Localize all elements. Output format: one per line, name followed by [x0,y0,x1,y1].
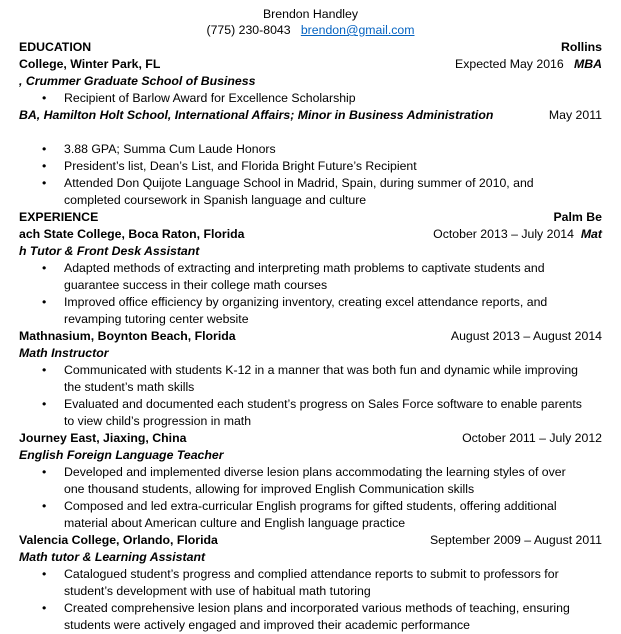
list-item: • Adapted methods of extracting and interpreting math problems to captivate students and [42,261,545,275]
education-school-location: College, Winter Park, FL [19,57,161,71]
bullet-icon: • [42,261,47,275]
list-item: • Communicated with students K-12 in a manner that was both fun and dynamic while improving [42,363,579,377]
list-item: • Recipient of Barlow Award for Excellence Scholarship [42,91,356,105]
bullet-icon: • [42,397,47,411]
list-item-continuation: guarantee success in their college math courses [64,278,328,292]
section-heading-experience: EXPERIENCE [19,210,99,224]
job-dates: August 2013 – August 2014 [450,329,602,343]
job-title: English Foreign Language Teacher [19,448,224,462]
bullet-icon: • [42,176,47,190]
job-header [19,328,602,345]
list-item-continuation: the student’s math skills [64,380,195,394]
list-item: • Composed and led extra-curricular English programs for gifted students, offering additional [42,499,557,513]
bullet-icon: • [42,363,47,377]
ba-degree: BA, Hamilton Holt School, International Affairs; Minor in Business Administration [19,108,494,122]
job-org: Journey East, Jiaxing, China [19,431,187,445]
bullet-icon: • [42,142,47,156]
job-org: Mathnasium, Boynton Beach, Florida [19,329,236,343]
resume-name: Brendon Handley [262,7,359,21]
education-graduate-school: , Crummer Graduate School of Business [19,74,256,88]
bullet-icon: • [42,499,47,513]
bullet-icon: • [42,295,47,309]
bullet-icon: • [42,465,47,479]
list-item-continuation: student’s development with use of habitual math tutoring [64,584,371,598]
list-item: • Evaluated and documented each student’s progress on Sales Force software to enable parents [42,397,582,411]
contact-line [0,22,621,39]
job-title: h Tutor & Front Desk Assistant [19,244,200,258]
education-ba-line [19,107,602,124]
list-item-continuation: one thousand students, allowing for improved English Communication skills [64,482,475,496]
list-item-continuation: material about American culture and English language practice [64,516,406,530]
list-item-continuation: revamping tutoring center website [64,312,249,326]
section-heading-education: EDUCATION [19,40,92,54]
list-item: • Created comprehensive lesion plans and incorporated various methods of teaching, ensuring [42,601,570,615]
education-mba-date-degree [455,56,602,73]
list-item-continuation: to view child’s progression in math [64,414,252,428]
job-header [19,532,602,549]
experience-heading-line [19,209,602,226]
job-dates: October 2013 – July 2014 Mat [433,227,602,241]
list-item: • Catalogued student’s progress and complied attendance reports to submit to professors for [42,567,559,581]
list-item: • President’s list, Dean’s List, and Florida Bright Future’s Recipient [42,159,417,173]
mba-date: Expected May 2016 [455,57,564,71]
list-item: • 3.88 GPA; Summa Cum Laude Honors [42,142,276,156]
education-school-start: Rollins [561,40,602,54]
bullet-icon: • [42,159,47,173]
list-item-continuation: students were actively engaged and improved their academic performance [64,618,471,632]
bullet-icon: • [42,567,47,581]
ba-date: May 2011 [548,108,602,122]
list-item: • Attended Don Quijote Language School in Madrid, Spain, during summer of 2010, and [42,176,534,190]
bullet-icon: • [42,91,47,105]
job-header [19,430,602,447]
list-item-continuation: completed coursework in Spanish language and culture [64,193,367,207]
mba-degree: MBA [573,57,602,71]
job-org: ach State College, Boca Raton, Florida [19,227,245,241]
education-school-line [19,56,602,73]
phone-number: (775) 230-8043 [206,23,291,37]
email-link[interactable]: brendon@gmail.com [300,23,415,37]
job-title: Math Instructor [19,346,109,360]
education-heading-line [19,39,602,56]
bullet-icon: • [42,601,47,615]
list-item: • Improved office efficiency by organizing inventory, creating excel attendance reports, and [42,295,548,309]
list-item: • Developed and implemented diverse lesion plans accommodating the learning styles of over [42,465,566,479]
job-header [19,226,602,243]
job-title: Math tutor & Learning Assistant [19,550,206,564]
job-dates: October 2011 – July 2012 [462,431,602,445]
job-dates: September 2009 – August 2011 [429,533,602,547]
experience-org-start: Palm Be [553,210,602,224]
job-org: Valencia College, Orlando, Florida [19,533,218,547]
